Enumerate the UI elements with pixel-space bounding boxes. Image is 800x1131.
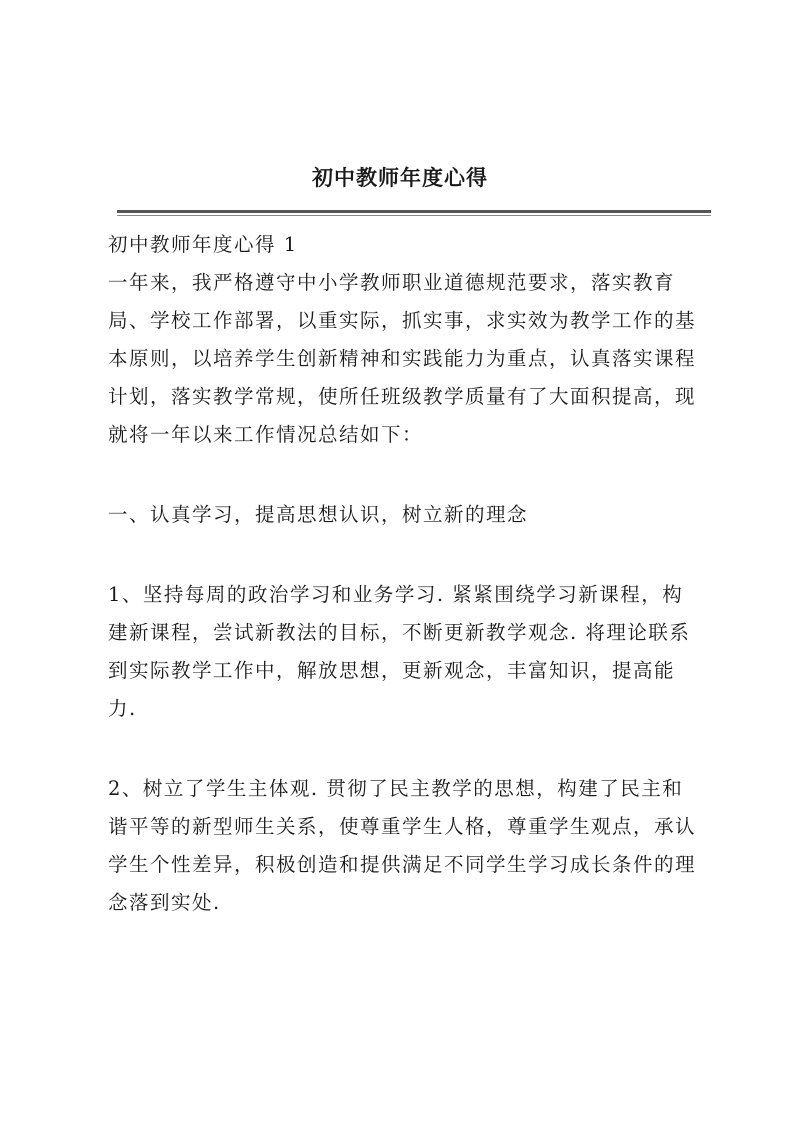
item-1-paragraph — [108, 576, 713, 728]
item-2-paragraph — [108, 770, 713, 922]
intro-line: 本原则，以培养学生创新精神和实践能力为重点，认真落实课程 — [108, 347, 697, 370]
item-2-line: 念落到实处. — [108, 891, 221, 914]
item-1-line: 力. — [108, 697, 137, 720]
intro-line: 就将一年以来工作情况总结如下： — [108, 423, 424, 446]
paragraph-gap — [108, 454, 713, 496]
paragraph-gap — [108, 534, 713, 576]
paragraph-gap — [108, 728, 713, 770]
intro-line: 计划，落实教学常规，使所任班级教学质量有了大面积提高，现 — [108, 385, 697, 408]
document-subtitle: 初中教师年度心得 1 — [108, 233, 298, 256]
item-2-line: 学生个性差异，积极创造和提供满足不同学生学习成长条件的理 — [108, 853, 697, 876]
item-1-line: 到实际教学工作中，解放思想，更新观念，丰富知识，提高能 — [108, 659, 676, 682]
item-2-line: 2、树立了学生主体观. 贯彻了民主教学的思想，构建了民主和 — [108, 777, 684, 800]
intro-line: 局、学校工作部署，以重实际，抓实事，求实效为教学工作的基 — [108, 309, 697, 332]
item-2-line: 谐平等的新型师生关系，使尊重学生人格，尊重学生观点，承认 — [108, 815, 697, 838]
item-1-line: 建新课程，尝试新教法的目标，不断更新教学观念. 将理论联系 — [108, 621, 691, 644]
document-title: 初中教师年度心得 — [312, 165, 488, 190]
intro-line: 一年来，我严格遵守中小学教师职业道德规范要求，落实教育 — [108, 271, 676, 294]
title-divider-thin — [117, 215, 711, 216]
title-divider — [117, 210, 711, 213]
document-body — [108, 226, 713, 922]
intro-paragraph — [108, 264, 713, 454]
section-heading: 一、认真学习，提高思想认识，树立新的理念 — [108, 503, 529, 526]
item-1-line: 1、坚持每周的政治学习和业务学习. 紧紧围绕学习新课程，构 — [108, 583, 684, 606]
